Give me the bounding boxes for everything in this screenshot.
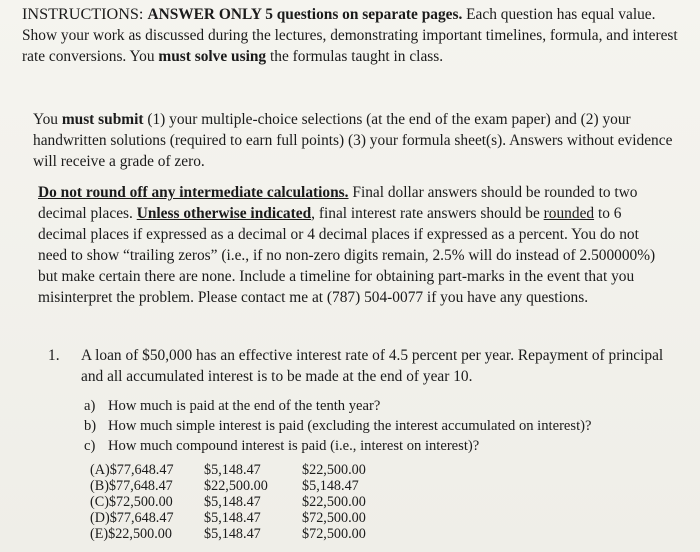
choice-row-c xyxy=(90,494,372,510)
rounding-rounded: rounded xyxy=(543,205,595,222)
instructions-must-solve: must solve using xyxy=(158,48,267,65)
subpart-text: How much simple interest is paid (excluding the interest accumulated on interest)? xyxy=(108,418,592,434)
subpart-c xyxy=(84,436,674,456)
rounding-paragraph xyxy=(38,182,670,308)
submit-must-submit: must submit xyxy=(61,111,144,128)
question-1 xyxy=(48,345,668,387)
choice-cell: $72,500.00 xyxy=(302,526,366,542)
question-number: 1. xyxy=(48,347,60,364)
choice-cell: $22,500.00 xyxy=(204,478,268,494)
choice-cell: $22,500.00 xyxy=(302,462,366,478)
choice-cell: (C)$72,500.00 xyxy=(90,494,173,510)
subpart-label: b) xyxy=(84,418,97,434)
submit-text-a: You xyxy=(33,111,62,128)
choice-row-d xyxy=(90,510,372,526)
choice-cell: (D)$77,648.47 xyxy=(90,510,174,526)
subpart-text: How much compound interest is paid (i.e., interest on interest)? xyxy=(108,438,480,454)
rounding-text-b: , final interest rate answers should be xyxy=(311,205,544,222)
instructions-answer-only: ANSWER ONLY 5 questions on separate pages. xyxy=(147,6,463,23)
rounding-unless-indicated: Unless otherwise indicated xyxy=(136,205,312,222)
subpart-b xyxy=(84,416,674,436)
subpart-text: How much is paid at the end of the tenth year? xyxy=(108,398,381,414)
instructions-text-a: Each question has equal value. Show your work as discussed during the lectures, demonstrating important timelines, formula, and interest rate conversions. You xyxy=(22,6,678,65)
choice-cell: $5,148.47 xyxy=(302,478,359,494)
choice-cell: $5,148.47 xyxy=(204,526,261,542)
answer-choices xyxy=(90,462,372,542)
choice-row-b xyxy=(90,478,372,494)
rounding-text-c: to 6 decimal places if expressed as a decimal or 4 decimal places if expressed as a percent. You do not need to show “trailing zeros” (i.e., if no non-zero digits remain, 2.5% will do instead of 2.500000%) but make certain there are none. Include a timeline for obtaining part-marks in the event that you misinterpret the problem. Please contact me at (787) 504-0077 if you have any questions. xyxy=(38,205,656,306)
choice-row-a xyxy=(90,462,372,478)
subpart-label: c) xyxy=(84,438,96,454)
choice-cell: $72,500.00 xyxy=(302,510,366,526)
submit-text-b: (1) your multiple-choice selections (at the end of the exam paper) and (2) your handwritten solutions (required to earn full points) (3) your formula sheet(s). Answers without evidence will receive a grade of zero. xyxy=(33,111,673,170)
choice-row-e xyxy=(90,526,372,542)
question-text: A loan of $50,000 has an effective interest rate of 4.5 percent per year. Repayment of principal and all accumulated interest is to be made at the end of year 10. xyxy=(81,347,664,385)
submission-paragraph xyxy=(33,109,673,172)
choice-cell: (B)$77,648.47 xyxy=(90,478,173,494)
question-subparts xyxy=(84,396,674,456)
choice-cell: (A)$77,648.47 xyxy=(90,462,174,478)
subpart-a xyxy=(84,396,674,416)
rounding-text-a: Final dollar answers should be rounded to two decimal places. xyxy=(38,184,638,222)
instructions-text-b: the formulas taught in class. xyxy=(266,48,444,65)
choice-cell: $5,148.47 xyxy=(204,494,261,510)
choice-cell: $5,148.47 xyxy=(204,510,261,526)
instructions-lead: INSTRUCTIONS: xyxy=(22,5,148,23)
subpart-label: a) xyxy=(84,398,96,414)
rounding-no-round-off: Do not round off any intermediate calculations. xyxy=(38,184,349,201)
instructions-paragraph xyxy=(22,4,686,67)
choice-cell: $22,500.00 xyxy=(302,494,366,510)
choice-cell: $5,148.47 xyxy=(204,462,261,478)
choice-cell: (E)$22,500.00 xyxy=(90,526,172,542)
